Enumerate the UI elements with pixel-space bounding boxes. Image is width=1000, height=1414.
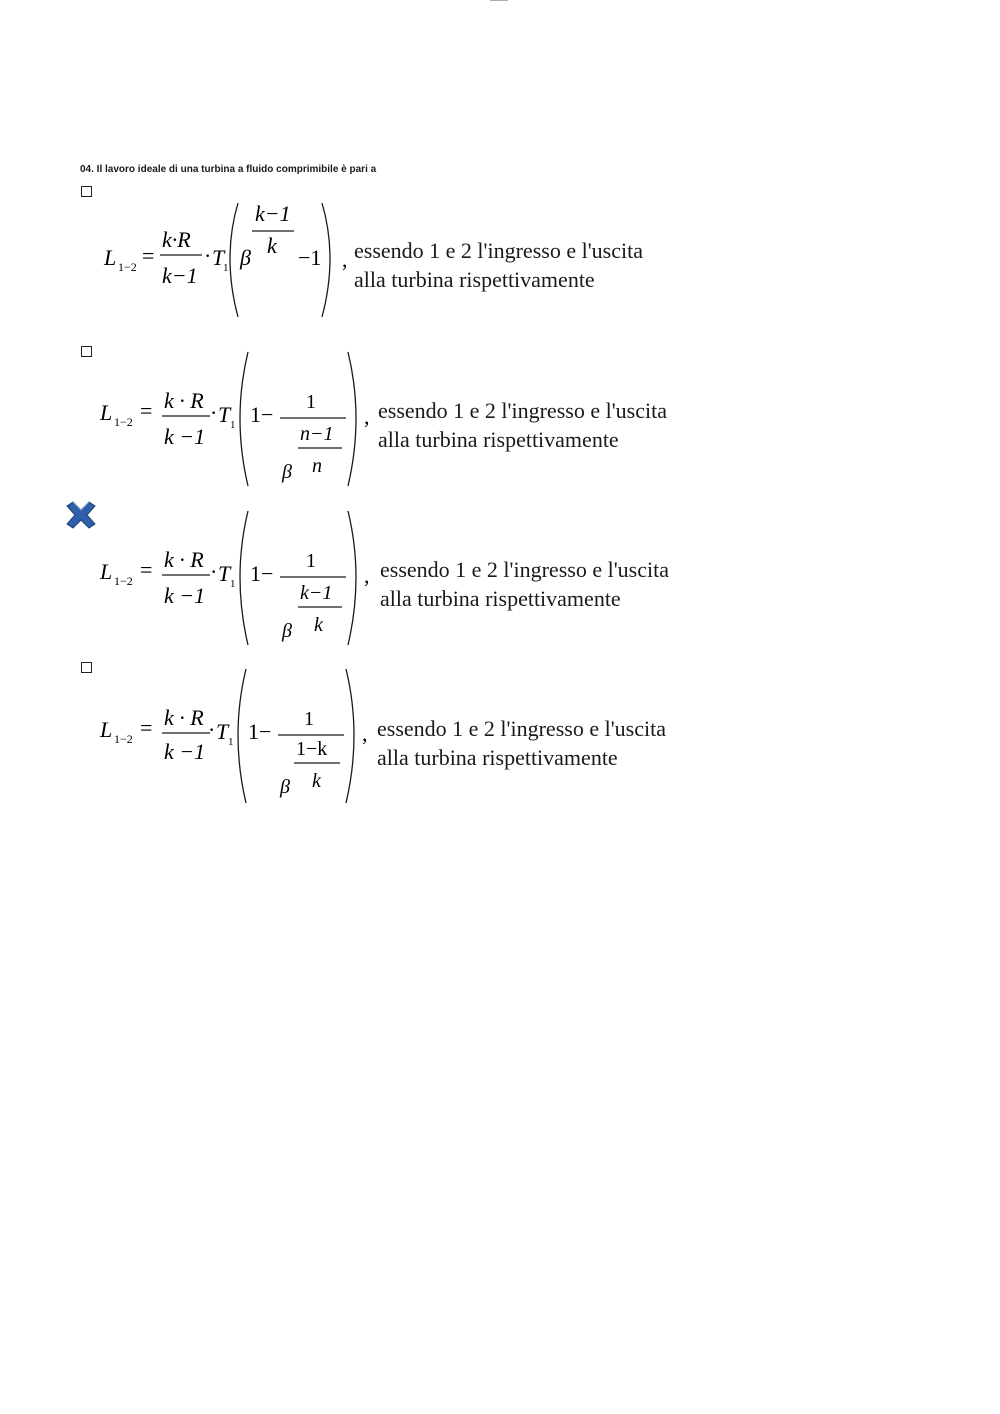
question-text: 04. Il lavoro ideale di una turbina a fluido comprimibile è pari a bbox=[80, 164, 377, 175]
caption-line-2: alla turbina rispettivamente bbox=[380, 586, 621, 611]
svg-text:k −1: k −1 bbox=[164, 739, 206, 764]
svg-text:1: 1 bbox=[304, 708, 314, 730]
svg-text:n: n bbox=[312, 455, 322, 477]
svg-text:k: k bbox=[312, 770, 321, 792]
caption-line-1: essendo 1 e 2 l'ingresso e l'uscita bbox=[378, 398, 667, 423]
formula-lhs: L bbox=[104, 245, 117, 270]
svg-text:T: T bbox=[216, 719, 229, 744]
svg-text:1−2: 1−2 bbox=[114, 415, 133, 429]
svg-text:L: L bbox=[100, 717, 113, 742]
option-2-checkbox[interactable] bbox=[81, 346, 92, 357]
svg-text:k·R: k·R bbox=[162, 227, 191, 252]
svg-text:k −1: k −1 bbox=[164, 424, 206, 449]
svg-text:1: 1 bbox=[306, 550, 316, 572]
svg-text:T: T bbox=[218, 402, 231, 427]
svg-text:=: = bbox=[140, 715, 153, 740]
caption-line-1: essendo 1 e 2 l'ingresso e l'uscita bbox=[377, 716, 666, 741]
svg-text:1−: 1− bbox=[248, 719, 272, 744]
svg-text:·: · bbox=[208, 717, 216, 742]
svg-text:1: 1 bbox=[223, 262, 229, 274]
svg-text:β: β bbox=[282, 461, 292, 483]
svg-text:,: , bbox=[342, 247, 348, 272]
option-1-caption bbox=[354, 236, 643, 294]
svg-text:k · R: k · R bbox=[164, 547, 204, 572]
option-4-checkbox[interactable] bbox=[81, 662, 92, 673]
svg-text:k · R: k · R bbox=[164, 388, 204, 413]
svg-text:1−2: 1−2 bbox=[118, 260, 137, 274]
svg-text:T: T bbox=[212, 245, 225, 270]
svg-text:1: 1 bbox=[230, 578, 236, 590]
caption-line-2: alla turbina rispettivamente bbox=[377, 745, 618, 770]
svg-text:,: , bbox=[364, 563, 370, 588]
svg-text:1: 1 bbox=[230, 419, 236, 431]
caption-line-2: alla turbina rispettivamente bbox=[378, 427, 619, 452]
option-1-checkbox[interactable] bbox=[81, 186, 92, 197]
caption-line-1: essendo 1 e 2 l'ingresso e l'uscita bbox=[354, 238, 643, 263]
svg-text:β: β bbox=[280, 776, 290, 798]
svg-text:β: β bbox=[282, 620, 292, 642]
page-top-mark bbox=[490, 0, 508, 1]
svg-text:L: L bbox=[100, 559, 113, 584]
option-3-caption bbox=[380, 555, 669, 613]
caption-line-2: alla turbina rispettivamente bbox=[354, 267, 595, 292]
svg-text:,: , bbox=[362, 721, 368, 746]
option-4-caption bbox=[377, 714, 666, 772]
cross-icon[interactable] bbox=[64, 501, 98, 529]
svg-text:,: , bbox=[364, 404, 370, 429]
svg-text:·: · bbox=[210, 559, 218, 584]
svg-text:β: β bbox=[240, 245, 251, 270]
svg-text:·: · bbox=[204, 243, 212, 268]
svg-text:1−: 1− bbox=[250, 561, 274, 586]
svg-text:k−1: k−1 bbox=[300, 582, 333, 604]
svg-text:1: 1 bbox=[228, 736, 234, 748]
svg-text:k · R: k · R bbox=[164, 705, 204, 730]
svg-text:−1: −1 bbox=[298, 245, 322, 270]
svg-text:T: T bbox=[218, 561, 231, 586]
svg-text:n−1: n−1 bbox=[300, 423, 334, 445]
svg-text:=: = bbox=[140, 398, 153, 423]
svg-text:1−k: 1−k bbox=[296, 738, 328, 760]
svg-text:1−2: 1−2 bbox=[114, 574, 133, 588]
caption-line-1: essendo 1 e 2 l'ingresso e l'uscita bbox=[380, 557, 669, 582]
option-2-caption bbox=[378, 396, 667, 454]
svg-text:1−: 1− bbox=[250, 402, 274, 427]
svg-text:k−1: k−1 bbox=[255, 201, 291, 226]
svg-text:k: k bbox=[314, 614, 323, 636]
svg-text:·: · bbox=[210, 400, 218, 425]
svg-text:k−1: k−1 bbox=[162, 263, 198, 288]
svg-text:L: L bbox=[100, 400, 113, 425]
svg-text:1: 1 bbox=[306, 391, 316, 413]
svg-text:k: k bbox=[267, 233, 277, 258]
svg-text:=: = bbox=[142, 243, 155, 268]
svg-text:k −1: k −1 bbox=[164, 583, 206, 608]
svg-text:=: = bbox=[140, 557, 153, 582]
svg-text:1−2: 1−2 bbox=[114, 732, 133, 746]
